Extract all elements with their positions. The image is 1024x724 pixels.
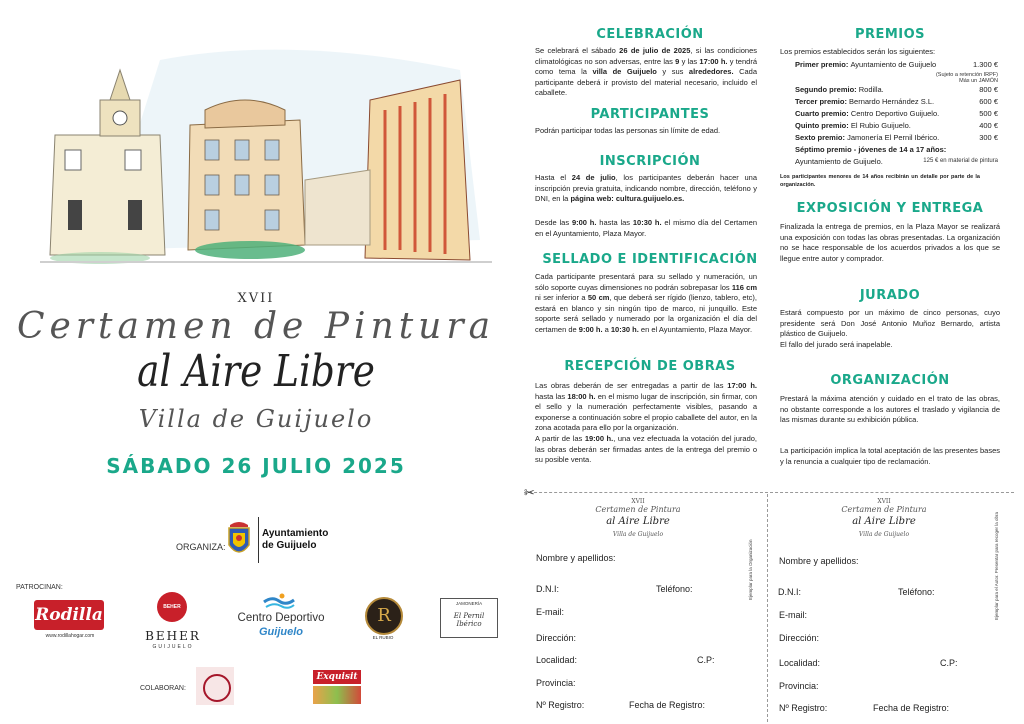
coupon1-cp-label: C.P: xyxy=(697,655,715,665)
prize-recipient: El Rubio Guijuelo. xyxy=(850,121,911,130)
event-date: SÁBADO 26 JULIO 2025 xyxy=(106,454,406,478)
section-title-recepcion: RECEPCIÓN DE OBRAS xyxy=(564,359,736,374)
participantes-text: Podrán participar todas las personas sin límite de edad. xyxy=(535,126,721,135)
coupon1-localidad-label: Localidad: xyxy=(536,655,578,665)
premios-intro: Los premios establecidos serán los siguientes: xyxy=(780,47,936,56)
pernil-top-text: JAMONERÍA xyxy=(455,601,483,606)
pernil-logo xyxy=(440,598,498,638)
prize-label: Sexto premio: xyxy=(795,133,848,142)
el-rubio-logo xyxy=(365,597,403,635)
coupon1-direccion-label: Dirección: xyxy=(536,633,577,643)
exposicion-text: Finalizada la entrega de premios, en la Plaza Mayor se realizará una exposición con todas las obras presentadas. La organización no se hace responsable de los acuerdos privados a los que se llegue entre autor y comprador. xyxy=(780,222,1000,263)
prize-recipient: Centro Deportivo Guijuelo. xyxy=(850,109,940,118)
el-rubio-sub: EL RUBIO xyxy=(372,635,394,640)
prize-amount: 600 € xyxy=(979,97,998,106)
event-title-aire-libre: al Aire Libre xyxy=(137,346,375,397)
prize-amount: 500 € xyxy=(979,109,998,118)
beher-sub: GUIJUELO xyxy=(152,644,194,650)
section-title-organizacion: ORGANIZACIÓN xyxy=(830,373,950,388)
prize-recipient: Rodilla. xyxy=(858,85,884,94)
coupon1-mini-certamen: Certamen de Pintura xyxy=(595,505,681,514)
el-rubio-letter: R xyxy=(377,605,391,626)
prize-row xyxy=(795,109,939,118)
coupon2-mini-xvii: XVII xyxy=(877,498,891,505)
coupon2-direccion-label: Dirección: xyxy=(779,633,820,643)
organiza-label: ORGANIZA: xyxy=(176,542,226,552)
rodilla-logo-text: Rodilla xyxy=(35,605,103,625)
section-title-exposicion: EXPOSICIÓN Y ENTREGA xyxy=(796,201,984,216)
beher-emblem-text: BEHER xyxy=(163,604,181,610)
event-title-villa: Villa de Guijuelo xyxy=(138,405,374,433)
guijuelo-coat-of-arms-icon xyxy=(226,519,252,561)
exquisit-text: Exquisit xyxy=(313,670,361,684)
prize-recipient: Bernardo Hernández S.L. xyxy=(849,97,935,106)
prize-row xyxy=(795,85,884,94)
colaborador-1-logo xyxy=(196,667,234,705)
centro-deportivo-line2: Guijuelo xyxy=(259,626,303,638)
organizacion-text-2: La participación implica la total aceptación de las presentes bases y la renuncia a cualquier tipo de reclamación. xyxy=(780,446,1000,466)
prize-label: Segundo premio: xyxy=(795,85,859,94)
coupon2-fecha-registro-label: Fecha de Registro: xyxy=(873,703,950,713)
prize-label: Cuarto premio: xyxy=(795,109,851,118)
swimmer-icon xyxy=(262,592,296,610)
coupon2-vertical-note: Ejemplar para el Autor. Presentar para recoger la obra xyxy=(994,511,999,620)
coupon2-nombre-label: Nombre y apellidos: xyxy=(779,556,859,566)
section-title-celebracion: CELEBRACIÓN xyxy=(596,27,704,42)
section-title-participantes: PARTICIPANTES xyxy=(590,107,710,122)
event-title-certamen: Certamen de Pintura xyxy=(16,306,496,347)
coupon1-fecha-registro-label: Fecha de Registro: xyxy=(629,700,706,710)
septimo-label: Séptimo premio - jóvenes de 14 a 17 años: xyxy=(795,145,947,154)
coupon2-mini-aire: al Aire Libre xyxy=(852,516,916,527)
ayto-divider xyxy=(258,517,259,563)
coupon2-dni-label: D.N.I: xyxy=(778,587,802,597)
coupon2-email-label: E-mail: xyxy=(779,610,808,620)
first-prize-note-jamon: Más un JAMÓN xyxy=(959,78,998,84)
town-illustration xyxy=(40,40,492,272)
rodilla-url: www.rodillahogar.com xyxy=(45,633,95,639)
coupon2-mini-certamen: Certamen de Pintura xyxy=(841,505,927,514)
section-title-jurado: JURADO xyxy=(859,288,921,303)
prize-recipient: Ayuntamiento de Guijuelo xyxy=(850,60,937,69)
prize-recipient: Jamonería El Pernil Ibérico. xyxy=(847,133,940,142)
coupon1-provincia-label: Provincia: xyxy=(536,678,576,688)
colaborador-1-emblem xyxy=(203,674,231,702)
pernil-name: El Pernil Ibérico xyxy=(453,612,485,628)
coupon2-provincia-label: Provincia: xyxy=(779,681,819,691)
section-title-inscripcion: INSCRIPCIÓN xyxy=(599,154,701,169)
prize-amount: 300 € xyxy=(979,133,998,142)
coupon2-telefono-label: Teléfono: xyxy=(898,587,935,597)
coupon2-localidad-label: Localidad: xyxy=(779,658,821,668)
prize-row xyxy=(795,97,934,106)
prize-label: Quinto premio: xyxy=(795,121,851,130)
inscripcion-text: Hasta el 24 de julio, los participantes deberán hacer una inscripción previa gratuita, indicando nombre, dirección, teléfono y DNI, en la página web: cultura.guijuelo.es. xyxy=(535,173,757,204)
ayuntamiento-name xyxy=(262,528,328,552)
prize-amount: 400 € xyxy=(979,121,998,130)
coupon-divider xyxy=(767,494,768,722)
first-prize-note-irpf: (Sujeto a retención IRPF) xyxy=(935,72,998,78)
prize-row xyxy=(795,60,936,69)
coupon1-telefono-label: Teléfono: xyxy=(656,584,693,594)
inscripcion-text-2: Desde las 9:00 h. hasta las 10:30 h. el mismo día del Certamen en el Ayuntamiento, Plaza Mayor. xyxy=(535,218,758,238)
organizacion-text: Prestará la máxima atención y cuidado en el trato de las obras, no obstante corresponde a los autores el traslado y vigilancia de las mismas durante su exhibición pública. xyxy=(780,394,1000,425)
sellado-text: Cada participante presentará para su sellado y numeración, un sólo soporte cuyas dimensiones no podrán sobrepasar los 116 cm ni ser inferior a 50 cm, que deberá ser rígido (lienzo, tablero, etc), estará en blanco y sin ningún tipo de marco, ni junquillo. Este soporte será sellado y numerado por la organización el día del certamen de 9:00 h. a 10:30 h. en el Ayuntamiento, Plaza Mayor. xyxy=(535,272,757,334)
prize-amount: 1.300 € xyxy=(972,60,998,69)
prize-row xyxy=(795,133,939,142)
coupon2-mini-villa: Villa de Guijuelo xyxy=(858,531,910,538)
beher-name: BEHER xyxy=(145,629,201,643)
recepcion-text: Las obras deberán de ser entregadas a partir de las 17:00 h. hasta las 18:00 h. en el mismo lugar de inscripción, sin firmar, con el sello y la numeración perfectamente visibles, pasando a exponerse a continuación sobre el propio caballete del autor, en la zona acotada para ello por la organización. A partir de las 19:00 h., una vez efectuada la votación del jurado, las obras deberán ser firmadas antes de la entrega del premio o su posible venta. xyxy=(535,381,757,465)
menores-note: Los participantes menores de 14 años recibirán un detalle por parte de la organización. xyxy=(780,174,980,188)
coupon1-mini-villa: Villa de Guijuelo xyxy=(612,531,664,538)
prize-amount: 800 € xyxy=(979,85,998,94)
celebracion-text: Se celebrará el sábado 26 de julio de 2025, si las condiciones climatológicas no son adversas, entre las 9 y las 17:00 h. y tendrá como tema la villa de Guijuelo y sus alrededores. Cada participante deberá ir provisto del material necesario, incluido el caballete. xyxy=(535,46,758,98)
ayto-line1: Ayuntamiento xyxy=(262,528,329,539)
prize-label: Tercer premio: xyxy=(795,97,850,106)
patrocinan-label: PATROCINAN: xyxy=(16,584,63,591)
coupon2-cp-label: C.P: xyxy=(940,658,958,668)
coupon1-email-label: E-mail: xyxy=(536,607,565,617)
prize-label: Primer premio: xyxy=(795,60,851,69)
coupon1-vertical-note: Ejemplar para la Organización xyxy=(748,539,753,600)
beher-emblem xyxy=(157,592,187,622)
edition-number: XVII xyxy=(237,291,275,306)
coupon1-mini-xvii: XVII xyxy=(631,498,645,505)
section-title-sellado: SELLADO E IDENTIFICACIÓN xyxy=(542,252,758,267)
section-title-premios: PREMIOS xyxy=(854,27,926,42)
cut-line xyxy=(524,492,1014,493)
scissors-icon: ✂ xyxy=(524,485,535,500)
colaboran-label: COLABORAN: xyxy=(140,685,186,692)
exquisit-logo xyxy=(313,670,361,704)
exquisit-image xyxy=(313,686,361,704)
centro-deportivo-line1: Centro Deportivo xyxy=(237,612,325,624)
coupon2-registro-label: Nº Registro: xyxy=(779,703,828,713)
coupon1-dni-label: D.N.I: xyxy=(536,584,560,594)
septimo-amount: 125 € en material de pintura xyxy=(923,158,998,164)
ayto-line2: de Guijuelo xyxy=(262,540,317,551)
jurado-text: Estará compuesto por un máximo de cinco personas, cuyo presidente será Don José Antonio Muñoz Bernardo, artista plástico de Guijuelo. El fallo del jurado será inapelable. xyxy=(780,308,1000,349)
septimo-who: Ayuntamiento de Guijuelo. xyxy=(795,157,883,166)
rodilla-logo xyxy=(34,600,104,630)
coupon1-mini-aire: al Aire Libre xyxy=(606,516,670,527)
coupon1-nombre-label: Nombre y apellidos: xyxy=(536,553,616,563)
coupon1-registro-label: Nº Registro: xyxy=(536,700,585,710)
prize-row xyxy=(795,121,911,130)
